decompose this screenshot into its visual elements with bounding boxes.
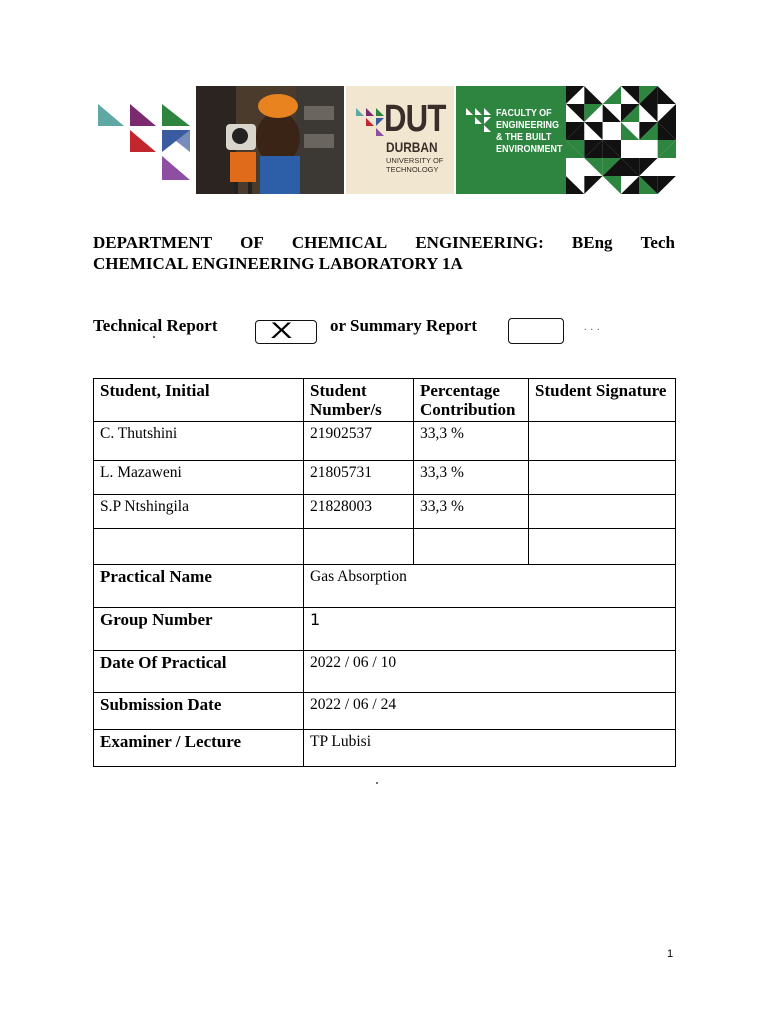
table-header-row [94, 379, 676, 422]
heading-word: Tech [640, 233, 675, 252]
faculty-line: FACULTY OF [496, 108, 552, 119]
detail-label: Submission Date [94, 693, 304, 730]
student-name[interactable] [94, 529, 304, 565]
table-row [94, 422, 676, 461]
stray-mark [376, 782, 378, 784]
faculty-logo [456, 86, 566, 194]
student-number: 21828003 [304, 495, 414, 529]
detail-value: 2022 / 06 / 24 [304, 693, 676, 730]
header-banner [98, 86, 676, 194]
student-signature[interactable] [529, 529, 676, 565]
heading-word: OF [240, 233, 264, 252]
triangle-logo-icon [98, 104, 194, 184]
student-signature[interactable] [529, 422, 676, 461]
student-percent: 33,3 % [414, 461, 529, 495]
header-signature: Student Signature [529, 379, 676, 422]
report-info-table [93, 378, 676, 767]
technical-report-checkbox[interactable] [255, 320, 317, 344]
dut-subtitle [386, 156, 443, 174]
student-number: 21902537 [304, 422, 414, 461]
table-row [94, 495, 676, 529]
stray-dots: ... [584, 322, 604, 333]
faculty-line: & THE BUILT [496, 132, 552, 143]
student-number: 21805731 [304, 461, 414, 495]
page-number: 1 [667, 948, 674, 960]
student-name: L. Mazaweni [94, 461, 304, 495]
detail-row-submission-date [94, 693, 676, 730]
detail-value: Gas Absorption [304, 565, 676, 608]
heading-line-1 [93, 232, 675, 253]
dut-wordmark: DUT [384, 98, 446, 140]
technical-report-label: Technical Report [93, 316, 218, 335]
student-name: S.P Ntshingila [94, 495, 304, 529]
student-percent[interactable] [414, 529, 529, 565]
detail-label: Date Of Practical [94, 651, 304, 693]
detail-value: TP Lubisi [304, 730, 676, 767]
student-percent: 33,3 % [414, 495, 529, 529]
faculty-name [496, 108, 563, 156]
detail-label: Examiner / Lecture [94, 730, 304, 767]
summary-report-label: or Summary Report [330, 316, 477, 335]
heading-word: BEng [571, 233, 613, 252]
stray-mark [153, 336, 155, 338]
detail-label: Group Number [94, 608, 304, 651]
student-number[interactable] [304, 529, 414, 565]
faculty-triangle-icon [466, 108, 496, 132]
heading-word: ENGINEERING: [415, 233, 544, 252]
detail-value: 1 [304, 608, 676, 651]
summary-report-checkbox[interactable] [508, 318, 564, 344]
student-signature[interactable] [529, 461, 676, 495]
header-percentage: Percentage Contribution [414, 379, 529, 422]
table-row [94, 461, 676, 495]
dut-subtitle-line: TECHNOLOGY [386, 165, 439, 174]
dut-subtitle-line: UNIVERSITY OF [386, 156, 444, 165]
heading-word: DEPARTMENT [93, 233, 213, 252]
department-heading [93, 232, 675, 274]
dut-triangle-icon [356, 108, 386, 136]
detail-row-practical-name [94, 565, 676, 608]
detail-row-date-of-practical [94, 651, 676, 693]
heading-word: CHEMICAL [291, 233, 388, 252]
student-name: C. Thutshini [94, 422, 304, 461]
detail-row-examiner [94, 730, 676, 767]
student-percent: 33,3 % [414, 422, 529, 461]
geometric-pattern-icon [566, 86, 676, 194]
header-student-initial: Student, Initial [94, 379, 304, 422]
student-photo [196, 86, 344, 194]
heading-line-2: CHEMICAL ENGINEERING LABORATORY 1A [93, 254, 463, 273]
detail-label: Practical Name [94, 565, 304, 608]
detail-value: 2022 / 06 / 10 [304, 651, 676, 693]
dut-city: DURBAN [386, 139, 438, 155]
detail-row-group-number [94, 608, 676, 651]
dut-logo [346, 86, 454, 194]
student-signature[interactable] [529, 495, 676, 529]
check-mark: X [270, 318, 293, 343]
faculty-line: ENGINEERING [496, 120, 560, 131]
faculty-line: ENVIRONMENT [496, 144, 563, 155]
header-student-number: Student Number/s [304, 379, 414, 422]
table-row [94, 529, 676, 565]
